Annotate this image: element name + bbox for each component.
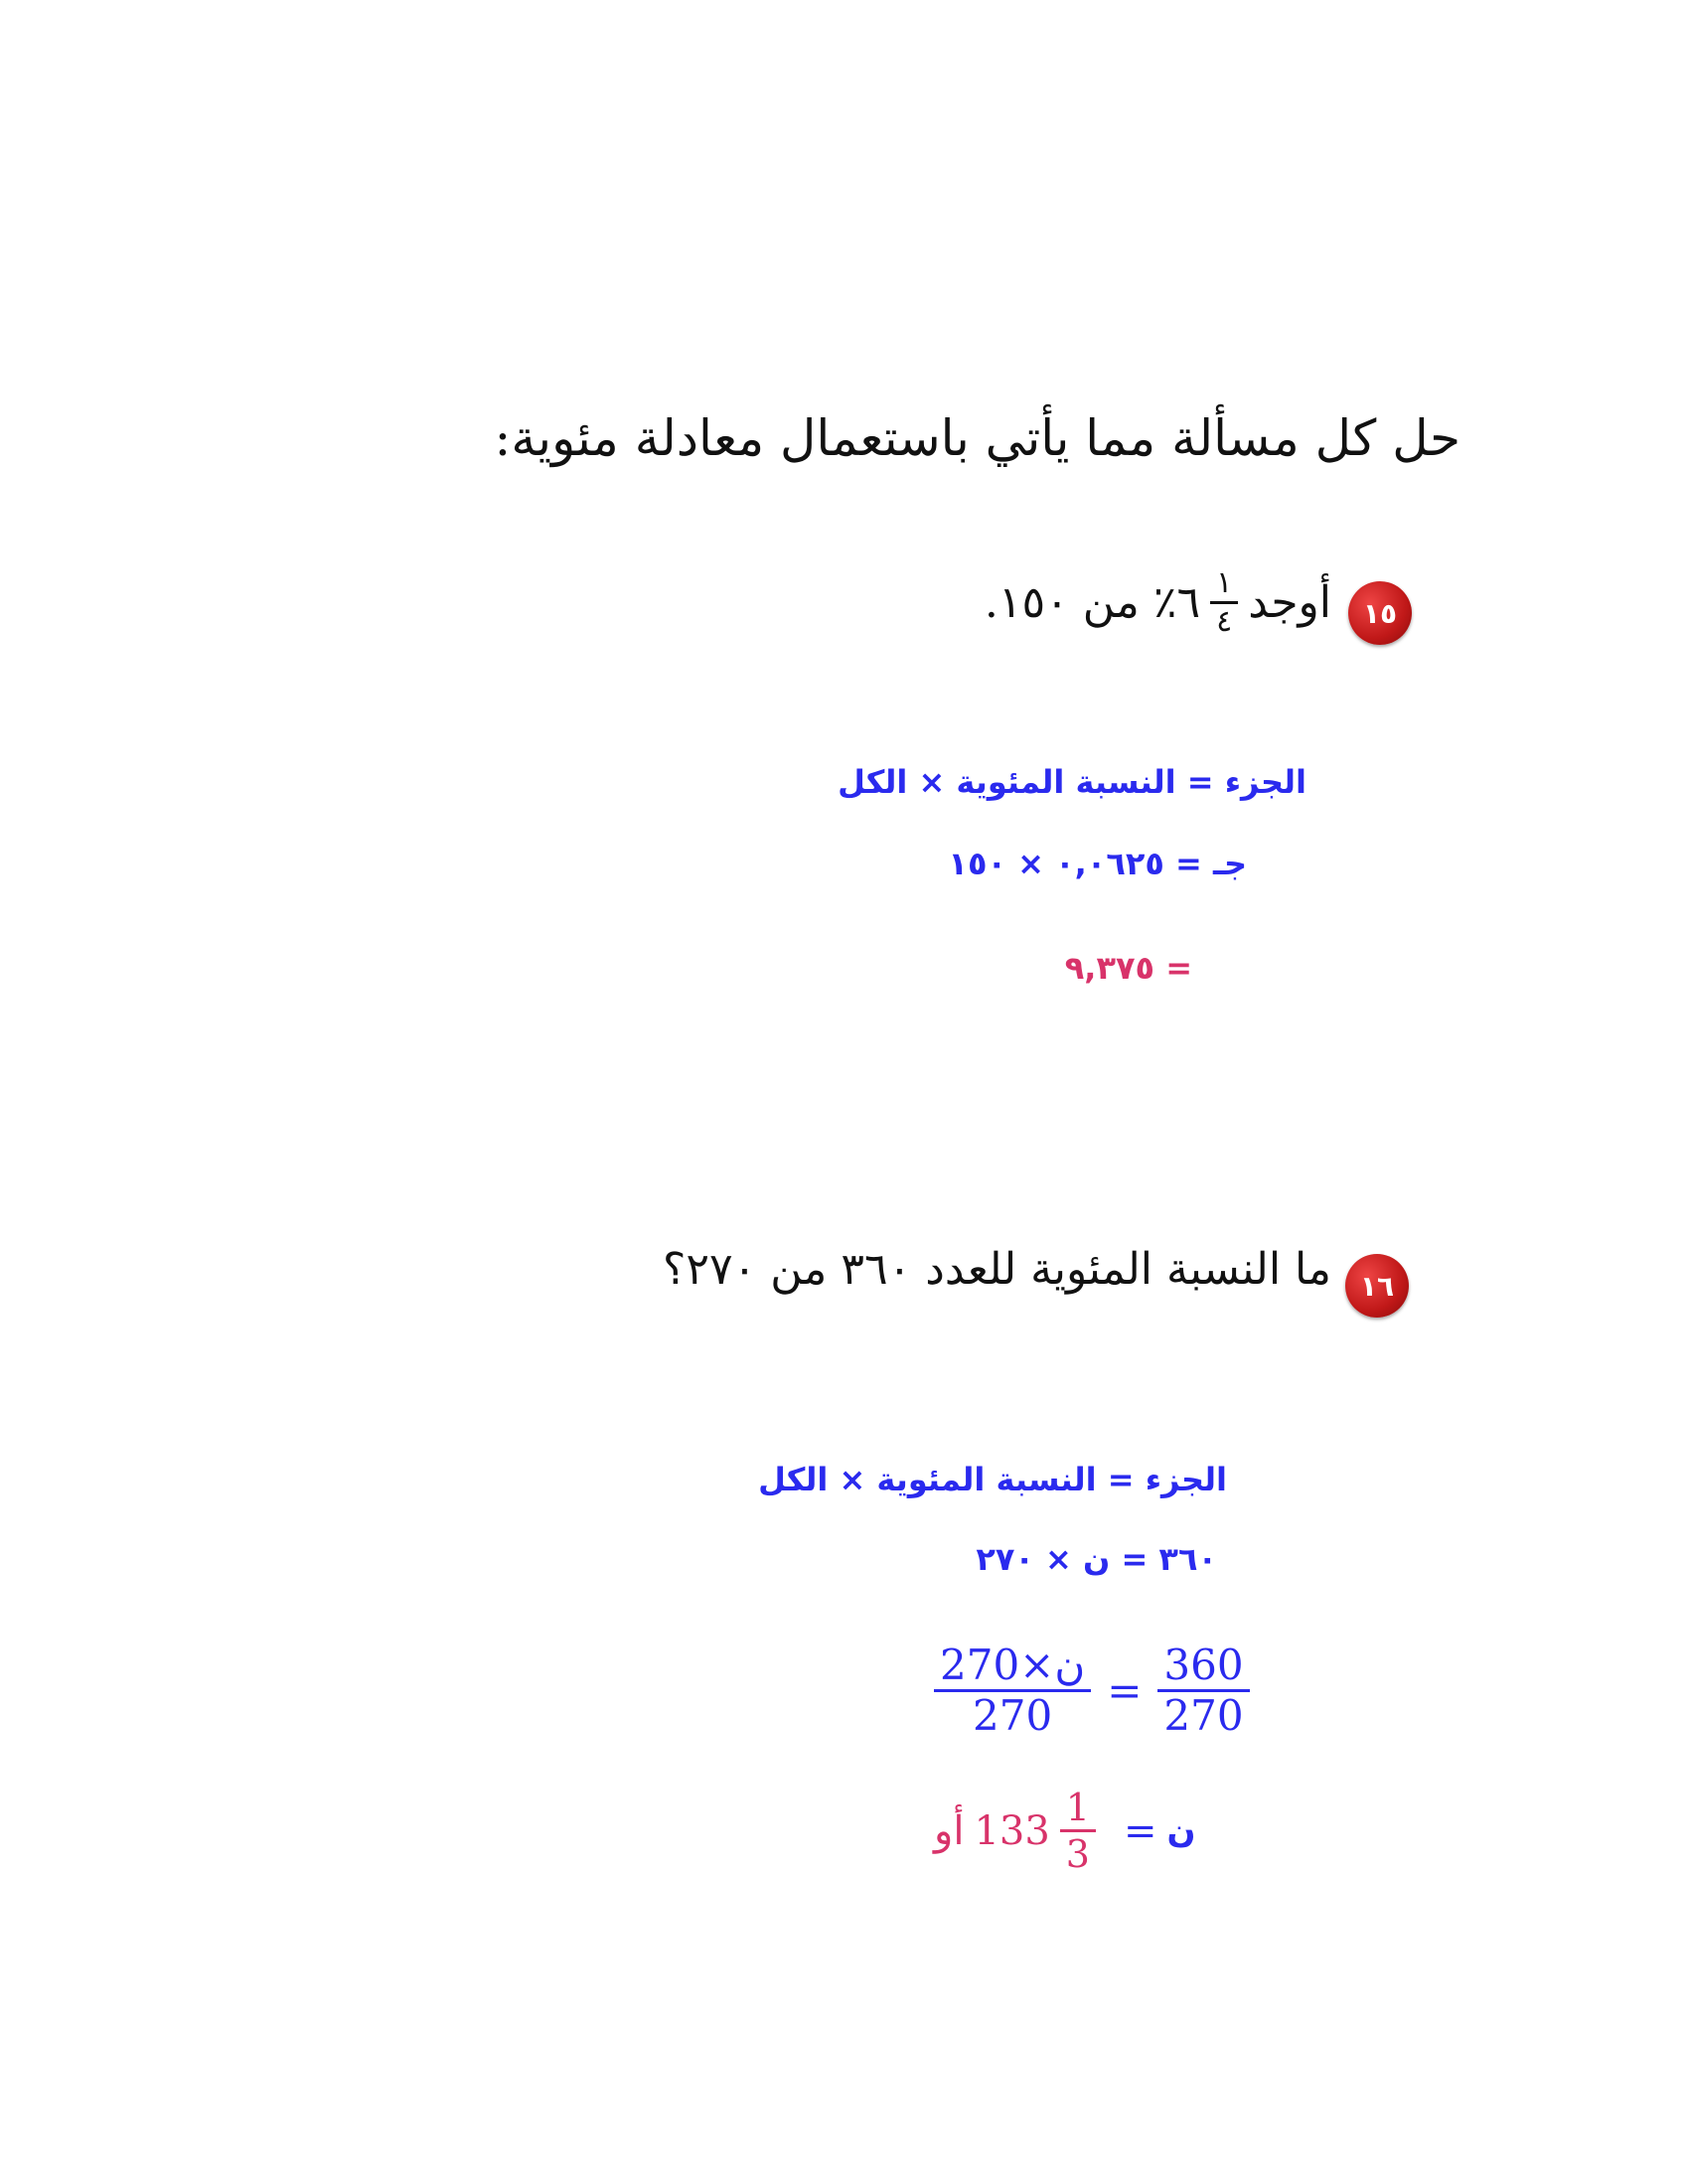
fraction-denominator: 270 — [1163, 1691, 1244, 1740]
fraction-numerator: ١ — [1210, 568, 1238, 604]
answer-whole-number: 133 — [974, 1807, 1050, 1854]
fraction-right-side — [934, 1640, 1091, 1740]
problem-15-question — [984, 565, 1331, 639]
answer-fraction — [1060, 1786, 1096, 1876]
fraction-numerator: 1 — [1060, 1789, 1096, 1832]
solution-formula: الجزء = النسبة المئوية × الكل — [758, 1461, 1227, 1498]
fraction-denominator: 270 — [973, 1691, 1053, 1740]
fraction-numerator: 360 — [1157, 1644, 1249, 1692]
solution-equation: جـ = ٠,٠٦٢٥ × ١٥٠ — [948, 845, 1247, 882]
answer-tail-word: أو — [934, 1807, 965, 1854]
instruction-heading: حل كل مسألة مما يأتي باستعمال معادلة مئوية: — [494, 409, 1460, 467]
problem-number-badge: ١٦ — [1345, 1254, 1409, 1318]
solution-equation: ٣٦٠ = ن × ٢٧٠ — [976, 1540, 1217, 1578]
fraction-denominator: 3 — [1065, 1832, 1090, 1876]
answer-variable: ن — [1166, 1810, 1196, 1851]
final-answer — [934, 1786, 1196, 1876]
fraction-left-side — [1157, 1640, 1249, 1740]
solution-answer: = ٩,٣٧٥ — [1064, 949, 1192, 987]
fraction-equation — [934, 1640, 1250, 1740]
fraction-denominator: ٤ — [1216, 604, 1233, 639]
question-fraction — [1210, 565, 1238, 639]
equals-sign: = — [1123, 1807, 1157, 1854]
equals-sign: = — [1107, 1666, 1143, 1715]
problem-16-question: ما النسبة المئوية للعدد ٣٦٠ من ٢٧٠؟ — [663, 1244, 1331, 1295]
question-text-pre: أوجد — [1248, 577, 1331, 628]
question-text-post: ٦٪ من ١٥٠. — [984, 577, 1201, 628]
solution-formula: الجزء = النسبة المئوية × الكل — [838, 763, 1306, 801]
problem-number-badge: ١٥ — [1348, 581, 1412, 645]
fraction-numerator: ن×270 — [934, 1644, 1091, 1692]
